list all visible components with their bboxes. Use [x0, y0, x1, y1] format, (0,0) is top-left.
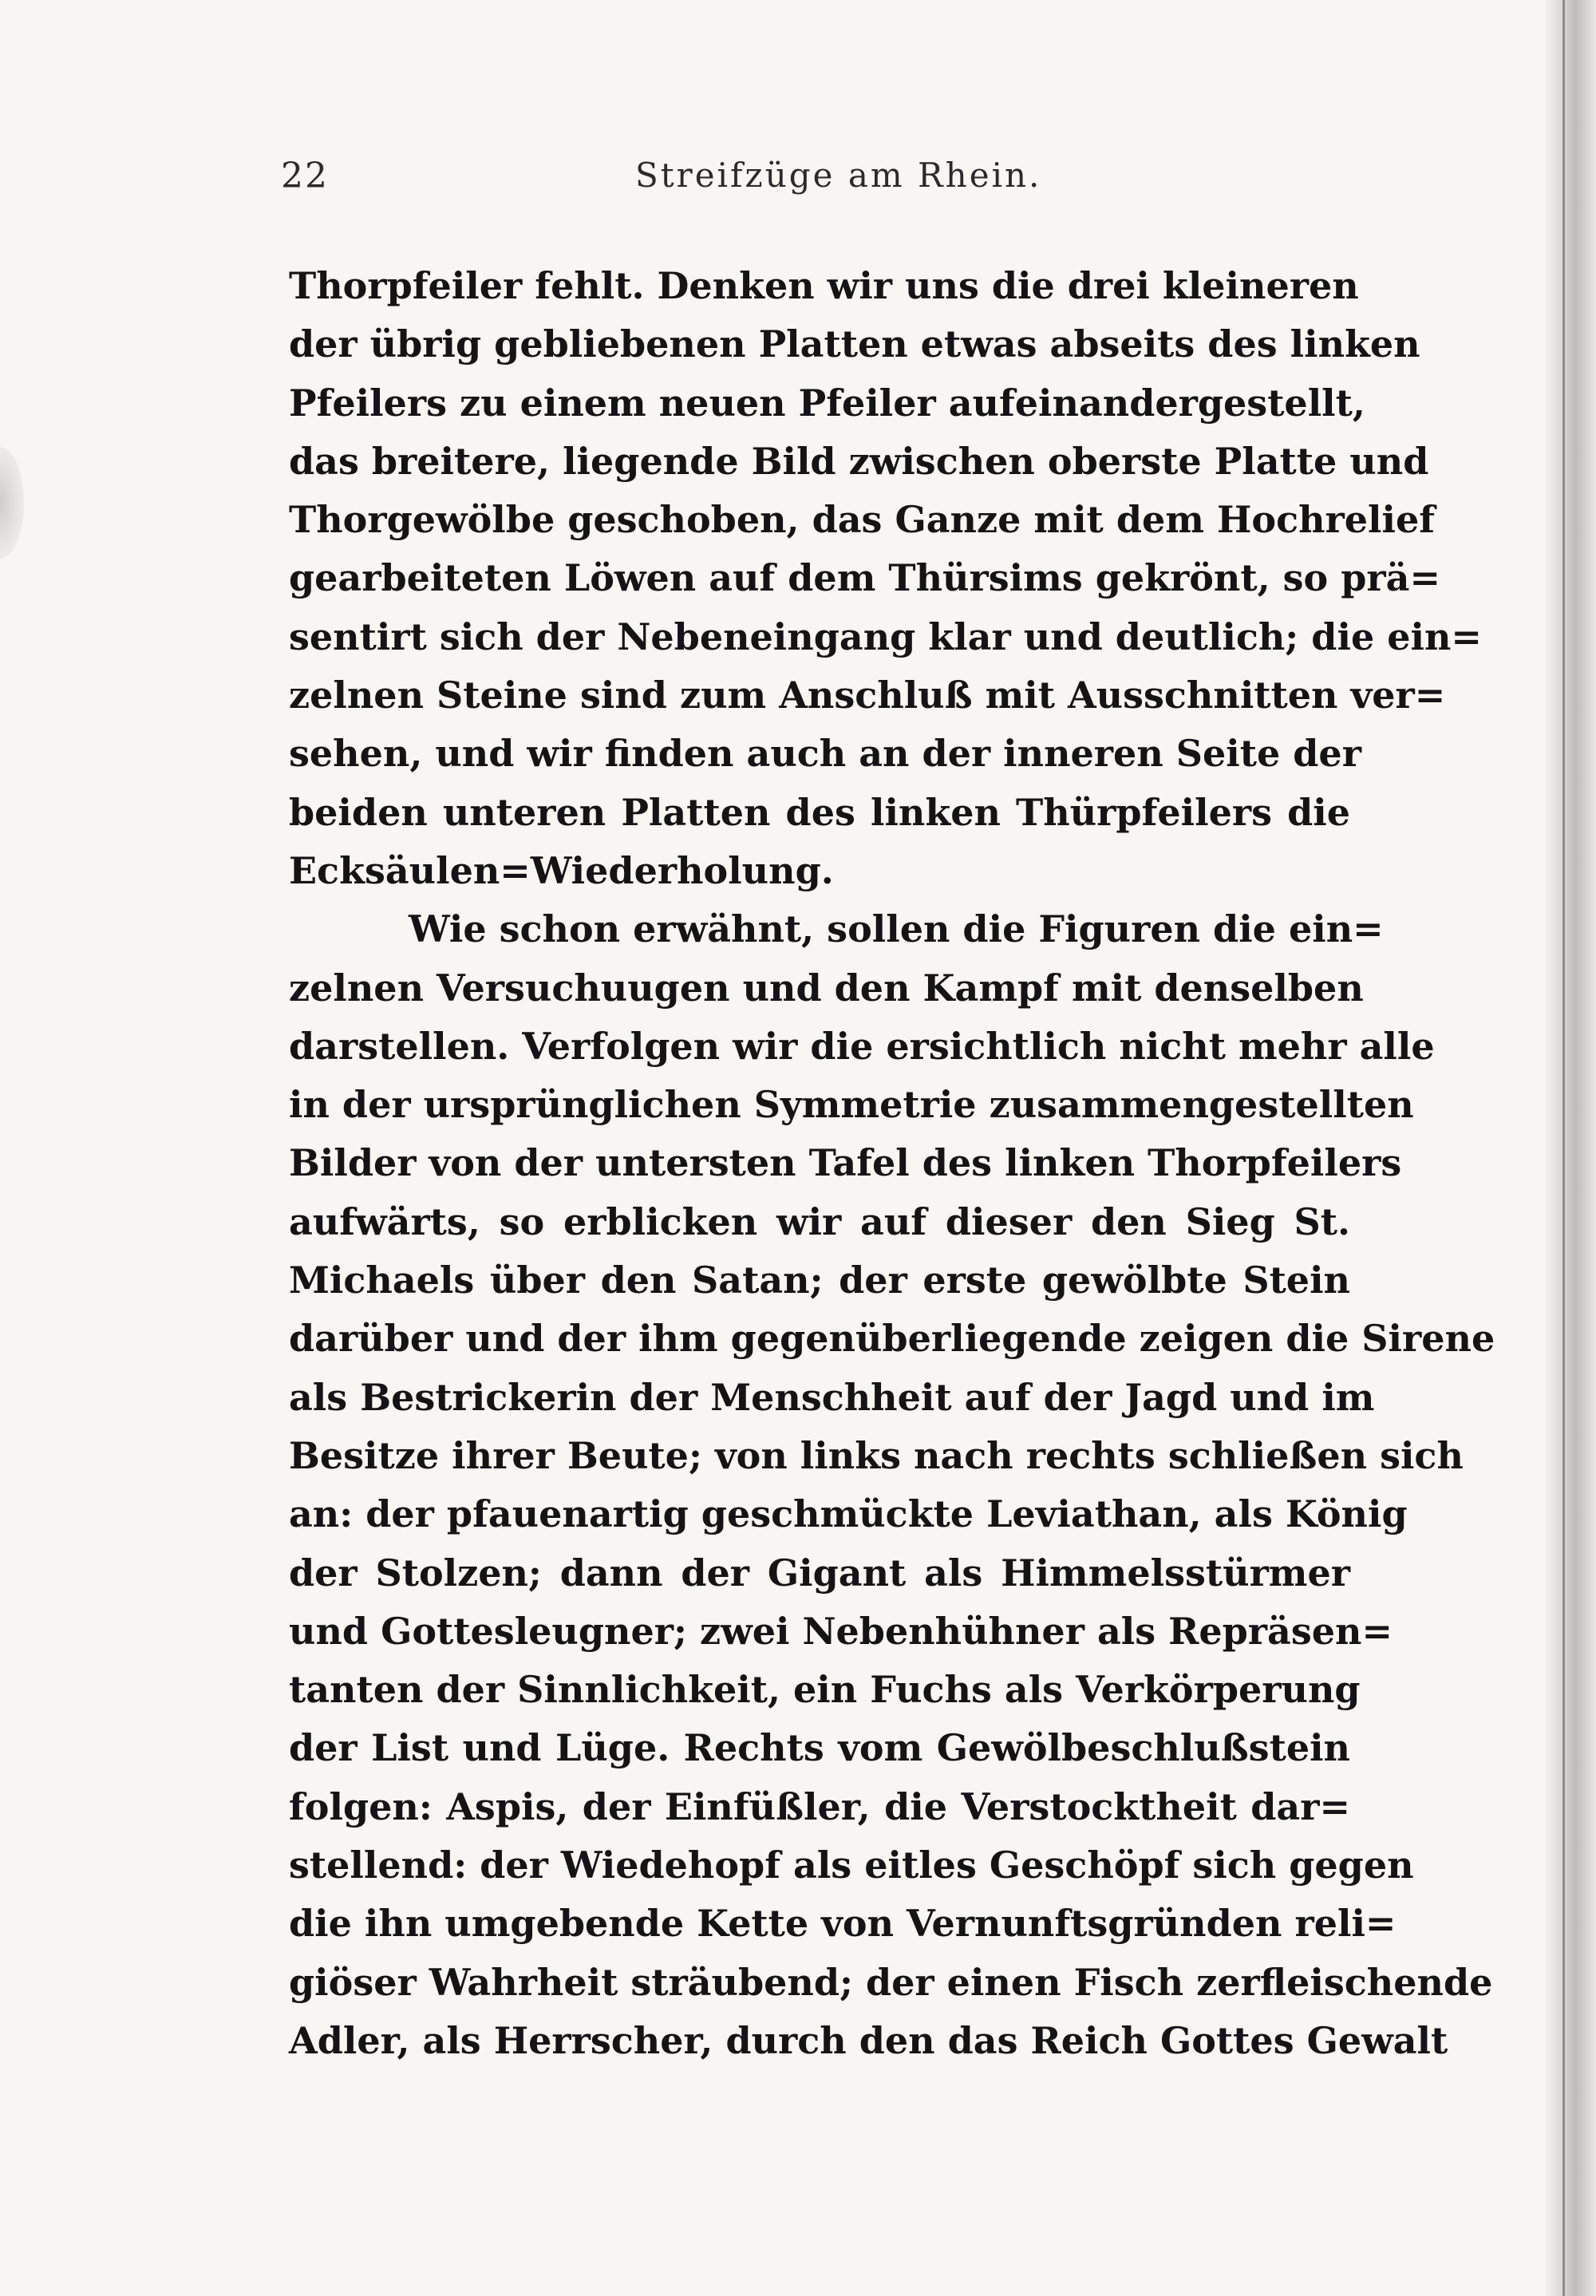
- page-number: 22: [281, 156, 329, 196]
- running-title: Streifzüge am Rhein.: [635, 156, 1042, 195]
- text-line: der List und Lüge. Rechts vom Gewölbeschlußstein: [289, 1726, 1350, 1770]
- text-line: stellend: der Wiedehopf als eitles Geschöpf sich gegen: [289, 1844, 1414, 1887]
- text-line: sehen, und wir finden auch an der inneren Seite der: [289, 732, 1361, 776]
- text-line: Thorgewölbe geschoben, das Ganze mit dem Hochrelief: [289, 498, 1436, 542]
- text-line: Ecksäulen=Wiederholung.: [289, 848, 834, 892]
- text-line: der übrig gebliebenen Platten etwas abseits des linken: [289, 322, 1420, 366]
- text-line: folgen: Aspis, der Einfüßler, die Verstocktheit dar=: [289, 1784, 1350, 1828]
- text-line: giöser Wahrheit sträubend; der einen Fisch zerfleischende: [289, 1960, 1493, 2004]
- text-line: Michaels über den Satan; der erste gewölbte Stein: [289, 1259, 1350, 1302]
- text-line: Pfeilers zu einem neuen Pfeiler aufeinandergestellt,: [289, 381, 1365, 425]
- text-line: aufwärts, so erblicken wir auf dieser den Sieg St.: [289, 1199, 1350, 1243]
- text-line: darstellen. Verfolgen wir die ersichtlich nicht mehr alle: [289, 1024, 1435, 1068]
- running-head: [281, 156, 1341, 204]
- binding-edge: [1545, 0, 1596, 2296]
- text-line: als Bestrickerin der Menschheit auf der Jagd und im: [289, 1375, 1375, 1419]
- text-line: und Gottesleugner; zwei Nebenhühner als Repräsen=: [289, 1609, 1393, 1653]
- text-line: zelnen Steine sind zum Anschluß mit Ausschnitten ver=: [289, 674, 1446, 717]
- text-line: beiden unteren Platten des linken Thürpfeilers die: [289, 790, 1350, 834]
- text-line: gearbeiteten Löwen auf dem Thürsims gekrönt, so prä=: [289, 556, 1440, 600]
- text-line: Adler, als Herrscher, durch den das Reich Gottes Gewalt: [289, 2018, 1448, 2062]
- text-line: Wie schon erwähnt, sollen die Figuren die ein=: [409, 907, 1384, 951]
- text-line: Bilder von der untersten Tafel des linken Thorpfeilers: [289, 1141, 1402, 1185]
- text-line: darüber und der ihm gegenüberliegende zeigen die Sirene: [289, 1317, 1495, 1361]
- text-line: Besitze ihrer Beute; von links nach rechts schließen sich: [289, 1433, 1464, 1477]
- text-line: an: der pfauenartig geschmückte Leviathan, als König: [289, 1492, 1408, 1536]
- body-text: [289, 257, 1495, 2070]
- text-line: sentirt sich der Nebeneingang klar und deutlich; die ein=: [289, 615, 1482, 658]
- text-line: die ihn umgebende Kette von Vernunftsgründen reli=: [289, 1902, 1396, 1946]
- text-line: Thorpfeiler fehlt. Denken wir uns die drei kleineren: [289, 264, 1359, 307]
- text-line: das breitere, liegende Bild zwischen oberste Platte und: [289, 439, 1429, 483]
- text-line: der Stolzen; dann der Gigant als Himmelsstürmer: [289, 1551, 1350, 1595]
- scan-smudge: [0, 447, 24, 559]
- text-line: tanten der Sinnlichkeit, ein Fuchs als Verkörperung: [289, 1668, 1361, 1712]
- binding-line: [1562, 0, 1565, 2296]
- text-line: zelnen Versuchuugen und den Kampf mit denselben: [289, 966, 1364, 1010]
- text-line: in der ursprünglichen Symmetrie zusammengestellten: [289, 1083, 1414, 1127]
